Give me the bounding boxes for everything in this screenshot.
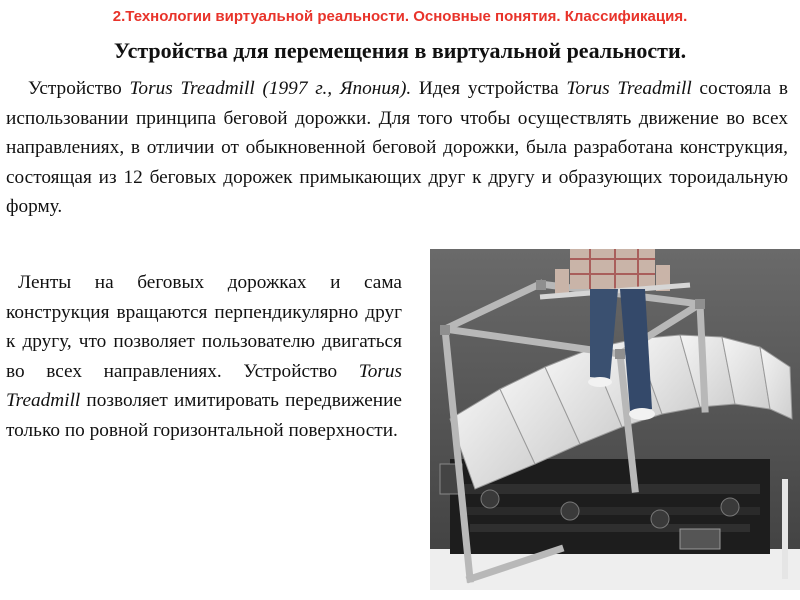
torus-treadmill-photo [430,249,800,590]
device-name-2: Torus Treadmill [6,360,402,412]
treadmill-illustration [430,249,800,590]
description-paragraph [6,268,402,446]
intro-lead: Устройство [28,78,130,99]
device-name-year: Torus Treadmill (1997 г., Япония). [129,78,412,99]
description-part2: позволяет имитировать передвижение только по ровной горизонтальной поверхности. [6,390,402,441]
intro-rest: состояла в использовании принципа беговой дорожки. Для того чтобы осуществлять движение во всех направлениях, в отличии от обыкновенной беговой дорожки, была разработана конструкция, состоящая из 12 беговых дорожек примыкающих друг к другу и образующих тороидальную форму. [6,78,788,218]
description-part1: Ленты на беговых дорожках и сама конструкция вращаются перпендикулярно друг к другу, что позволяет пользователю двигаться во всех направлениях. Устройство [6,272,402,382]
intro-paragraph [6,74,788,222]
section-header: 2.Технологии виртуальной реальности. Основные понятия. Классификация. [112,8,688,25]
page-title: Устройства для перемещения в виртуальной реальности. [113,38,687,63]
intro-mid: Идея устройства [411,78,567,99]
device-name: Torus Treadmill [566,78,692,99]
